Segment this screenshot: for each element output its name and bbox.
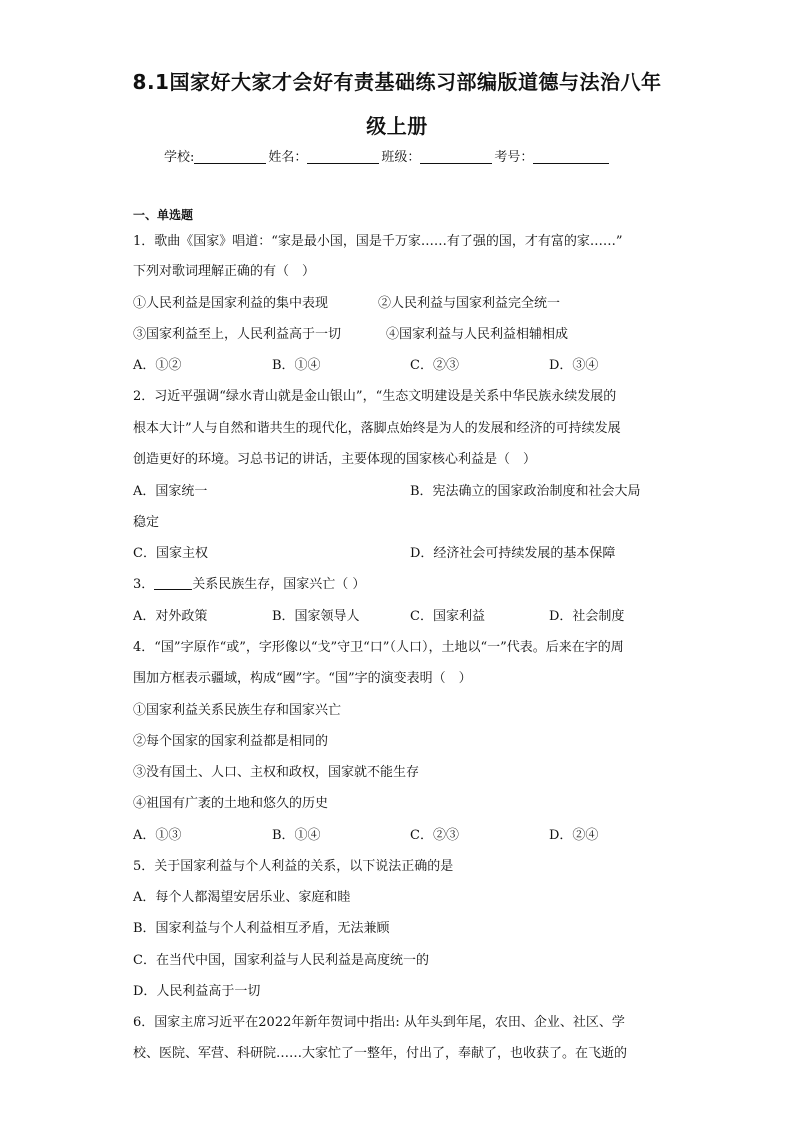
school-blank[interactable] [194,149,266,164]
q3-stem-text: 关系民族生存，国家兴亡（ ） [192,577,366,592]
name-label: 姓名： [268,150,308,165]
q2-stem-line3: 创造更好的环境。习总书记的讲话，主要体现的国家核心利益是（ ） [133,452,537,467]
q4-stem-line1: 4．“国”字原作“或”，字形像以“戈”守卫“口”（人口），土地以“一”代表。后来在字的周 [133,640,624,655]
q1-stem-line2: 下列对歌词理解正确的有（ ） [133,264,316,279]
q1-option-c[interactable]: C．②③ [410,358,459,373]
q4-option-a[interactable]: A．①③ [133,828,182,843]
q3-stem [133,576,365,594]
q4-option-b[interactable]: B．①④ [272,828,321,843]
q6-stem-line1: 6．国家主席习近平在2022年新年贺词中指出: 从年头到年尾，农田、企业、社区、学 [133,1015,625,1030]
section-heading: 一、单选题 [133,208,194,222]
q4-statement-3: ③没有国土、人口、主权和政权，国家就不能生存 [133,765,420,780]
class-label: 班级： [381,150,421,165]
q2-option-d[interactable]: D．经济社会可持续发展的基本保障 [410,546,616,561]
q3-option-d[interactable]: D．社会制度 [549,609,625,624]
q1-option-d[interactable]: D．③④ [549,358,599,373]
q3-option-c[interactable]: C．国家利益 [410,609,485,624]
q3-option-a[interactable]: A．对外政策 [133,609,208,624]
q5-option-a[interactable]: A．每个人都渴望安居乐业、家庭和睦 [133,890,351,905]
q1-option-b[interactable]: B．①④ [272,358,321,373]
q5-option-d[interactable]: D．人民利益高于一切 [133,984,261,999]
exam-number-label: 考号： [494,150,534,165]
q4-option-d[interactable]: D．②④ [549,828,599,843]
q2-option-c[interactable]: C．国家主权 [133,546,208,561]
q2-option-a[interactable]: A．国家统一 [133,484,208,499]
q4-statement-1: ①国家利益关系民族生存和国家兴亡 [133,703,342,718]
worksheet-title-line2: 级上册 [366,114,428,138]
q2-option-b-continued: 稳定 [133,515,160,530]
q4-statement-4: ④祖国有广袤的土地和悠久的历史 [133,796,329,811]
q3-answer-blank[interactable] [154,576,192,590]
q1-option-a[interactable]: A．①② [133,358,182,373]
q5-stem: 5．关于国家利益与个人利益的关系，以下说法正确的是 [133,859,454,874]
school-label: 学校: [164,150,195,165]
worksheet-title-line1: 8.1国家好大家才会好有责基础练习部编版道德与法治八年 [132,70,662,94]
exam-number-blank[interactable] [533,149,609,164]
q1-statement-1: ①人民利益是国家利益的集中表现 [133,296,329,311]
name-blank[interactable] [307,149,379,164]
q1-statement-4: ④国家利益与人民利益相辅相成 [386,327,569,342]
q1-statement-2: ②人民利益与国家利益完全统一 [378,296,561,311]
q5-option-c[interactable]: C．在当代中国，国家利益与人民利益是高度统一的 [133,953,429,968]
q4-option-c[interactable]: C．②③ [410,828,459,843]
q3-option-b[interactable]: B．国家领导人 [272,609,360,624]
q5-option-b[interactable]: B．国家利益与个人利益相互矛盾，无法兼顾 [133,921,390,936]
q2-stem-line2: 根本大计”人与自然和谐共生的现代化，落脚点始终是为人的发展和经济的可持续发展 [133,421,621,436]
q3-number: 3． [133,577,155,592]
q2-stem-line1: 2．习近平强调“绿水青山就是金山银山”，“生态文明建设是关系中华民族永续发展的 [133,389,617,404]
q6-stem-line2: 校、医院、军营、科研院……大家忙了一整年，付出了，奉献了，也收获了。在飞逝的 [133,1046,628,1061]
q4-stem-line2: 围加方框表示疆域，构成“國”字。“国”字的演变表明（ ） [133,671,472,686]
q4-statement-2: ②每个国家的国家利益都是相同的 [133,734,329,749]
class-blank[interactable] [420,149,492,164]
q2-option-b[interactable]: B．宪法确立的国家政治制度和社会大局 [410,484,641,499]
student-info-row [164,146,664,165]
q1-stem-line1: 1．歌曲《国家》唱道：“家是最小国，国是千万家……有了强的国，才有富的家……” [133,234,623,249]
q1-statement-3: ③国家利益至上，人民利益高于一切 [133,327,342,342]
